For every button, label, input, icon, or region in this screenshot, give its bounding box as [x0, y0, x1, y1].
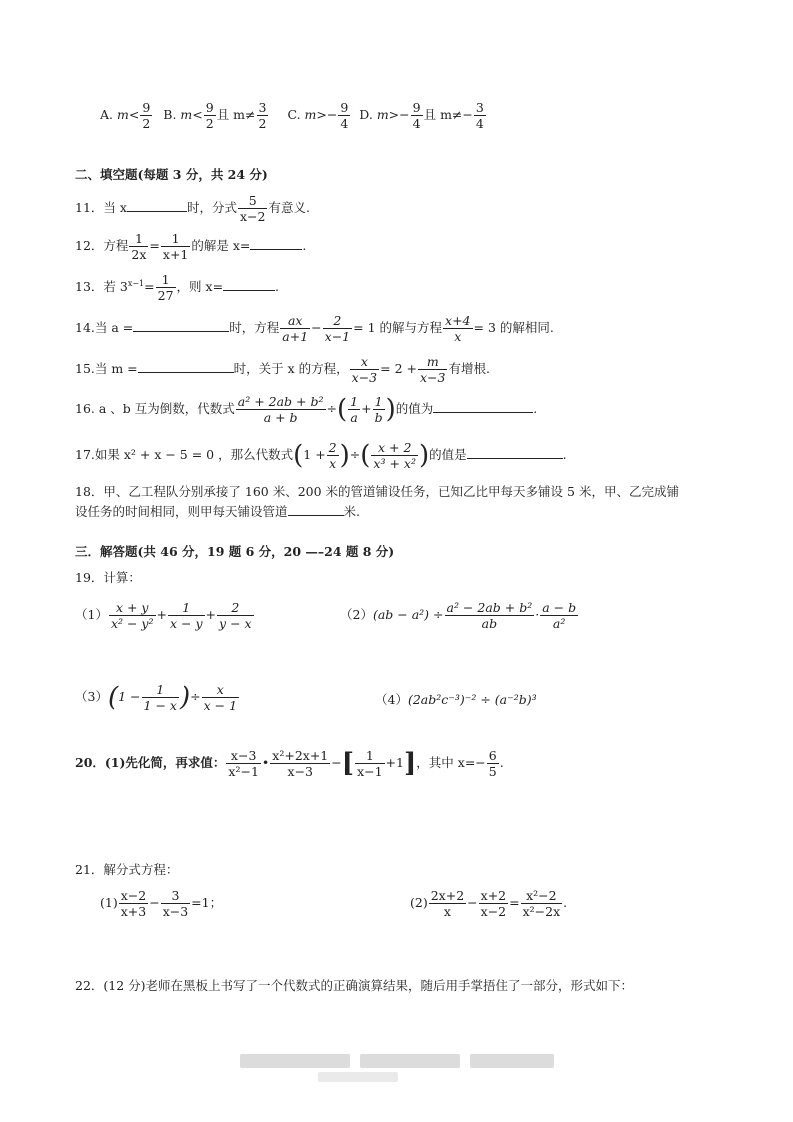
answer-blank[interactable] — [127, 210, 187, 212]
fraction: $\frac{3}{x-3}$ — [162, 888, 189, 919]
answer-blank[interactable] — [288, 514, 344, 516]
question-20: 20．(1)先化简，再求值： $\frac{x-3}{\text{x²−1}}$ • $\frac{\text{x²+2x+1}}{x-3}$ −[ $\frac{1}{x-1}$ +1]，其中 x=− $\frac{6}{5}$ . — [75, 748, 504, 779]
fraction: $\frac{1}{a}$ — [350, 394, 359, 425]
fraction: $\frac{2}{x}$ — [328, 440, 337, 471]
fraction: $\frac{9}{2}$ — [142, 100, 151, 131]
q10-options — [100, 100, 487, 131]
question-17: 17.如果 x² + x − 5 = 0 ，那么代数式(1 + $\frac{2}{x}$ )÷( $\frac{x + 2}{\text{x³ + x²}}$ )的值是 . — [75, 440, 567, 471]
fraction: $\frac{\text{a² + 2ab + b²}}{a + b}$ — [237, 394, 324, 425]
q21-part-2: (2) $\frac{2x+2}{x}$ − $\frac{x+2}{x-2}$ = $\frac{\text{x²−2}}{\text{x²−2x}}$ . — [410, 888, 568, 919]
question-21-title: 21．解分式方程： — [75, 862, 179, 877]
question-18-line2: 设任务的时间相同，则甲每天铺设管道 米. — [75, 504, 360, 519]
fraction: $\frac{1}{b}$ — [374, 394, 383, 425]
answer-blank[interactable] — [467, 457, 563, 459]
fraction: $\frac{1}{x-1}$ — [357, 748, 383, 779]
fraction: $\frac{1}{1 - x}$ — [143, 682, 177, 713]
fraction: $\frac{9}{2}$ — [205, 100, 214, 131]
q19-part-2: （2）(ab − a²) ÷ $\frac{\text{a² − 2ab + b²}}{ab}$ · $\frac{a - b}{\text{a²}}$ — [340, 600, 577, 631]
fraction: $\frac{x + 2}{\text{x³ + x²}}$ — [373, 440, 416, 471]
question-19-title: 19．计算： — [75, 570, 141, 585]
question-18-line1: 18．甲、乙工程队分别承接了 160 米、200 米的管道铺设任务，已知乙比甲每天多铺设 5 米，甲、乙完成铺 — [75, 484, 679, 499]
q19-part-1: （1） $\frac{x + y}{\text{x² − y²}}$ + $\frac{1}{x - y}$ + $\frac{2}{y - x}$ — [75, 600, 252, 631]
fraction: $\frac{x}{x - 1}$ — [203, 682, 238, 713]
q10-option-b: B. m< $\frac{9}{2}$ 且 m≠ $\frac{3}{2}$ — [163, 100, 267, 131]
fraction: $\frac{2x+2}{x}$ — [430, 888, 465, 919]
q21-part-1: (1) $\frac{x-2}{x+3}$ − $\frac{3}{x-3}$ =1； — [100, 888, 223, 919]
fraction: $\frac{\text{a² − 2ab + b²}}{ab}$ — [446, 600, 533, 631]
fraction: $\frac{6}{5}$ — [488, 748, 497, 779]
fraction: $\frac{9}{4}$ — [340, 100, 349, 131]
section2-heading: 二、填空题(每题 3 分，共 24 分) — [75, 167, 268, 182]
fraction: $\frac{a - b}{\text{a²}}$ — [542, 600, 577, 631]
fraction: $\frac{\text{x²+2x+1}}{x-3}$ — [272, 748, 329, 779]
fraction: $\frac{9}{4}$ — [412, 100, 421, 131]
fraction: $\frac{2}{y - x}$ — [219, 600, 252, 631]
fraction: $\frac{x+2}{x-2}$ — [480, 888, 507, 919]
fraction: $\frac{5}{x-2}$ — [239, 193, 266, 224]
answer-blank[interactable] — [138, 371, 234, 373]
fraction: $\frac{3}{4}$ — [475, 100, 484, 131]
fraction: $\frac{x-3}{\text{x²−1}}$ — [228, 748, 259, 779]
question-14: 14.当 a = 时，方程 $\frac{ax}{a+1}$ − $\frac{2}{x-1}$ = 1 的解与方程 $\frac{x+4}{x}$ = 3 的解相同. — [75, 313, 554, 344]
fraction: $\frac{x+4}{x}$ — [445, 313, 471, 344]
fraction: $\frac{x-2}{x+3}$ — [120, 888, 147, 919]
section3-heading: 三．解答题(共 46 分，19 题 6 分，20 —–24 题 8 分) — [75, 544, 395, 559]
fraction: $\frac{1}{x+1}$ — [162, 231, 189, 262]
fraction: $\frac{x + y}{\text{x² − y²}}$ — [110, 600, 154, 631]
q10-option-c: C. m>− $\frac{9}{4}$ — [287, 100, 349, 131]
q19-part-3: （3）(1 − $\frac{1}{1 - x}$ )÷ $\frac{x}{x - 1}$ — [75, 682, 238, 713]
q10-option-a: A. m< $\frac{9}{2}$ — [100, 100, 151, 131]
fraction: $\frac{m}{x-3}$ — [420, 354, 446, 385]
fraction: $\frac{x}{x-3}$ — [351, 354, 378, 385]
q19-part-4: （4）(2ab²c⁻³)⁻² ÷ (a⁻²b)³ — [375, 692, 537, 707]
fraction: $\frac{\text{x²−2}}{\text{x²−2x}}$ — [522, 888, 561, 919]
question-12: 12．方程 $\frac{1}{2x}$ = $\frac{1}{x+1}$ 的解是 x= . — [75, 231, 307, 262]
question-16: 16. a 、b 互为倒数，代数式 $\frac{\text{a² + 2ab + b²}}{a + b}$ ÷( $\frac{1}{a}$ + $\frac{1}{b}$ )的值为 . — [75, 394, 538, 425]
answer-blank[interactable] — [223, 289, 275, 291]
answer-blank[interactable] — [433, 411, 533, 413]
question-11: 11．当 x 时，分式 $\frac{5}{x-2}$ 有意义. — [75, 193, 310, 224]
fraction: $\frac{ax}{a+1}$ — [282, 313, 309, 344]
q10-option-d: D. m>− $\frac{9}{4}$ 且 m≠− $\frac{3}{4}$ — [359, 100, 484, 131]
question-22: 22．(12 分)老师在黑板上书写了一个代数式的正确演算结果，随后用手掌捂住了一部分，形式如下： — [75, 978, 634, 993]
answer-blank[interactable] — [250, 248, 302, 250]
fraction: $\frac{3}{2}$ — [258, 100, 267, 131]
fraction: $\frac{2}{x-1}$ — [324, 313, 351, 344]
fraction: $\frac{1}{2x}$ — [131, 231, 147, 262]
fraction: $\frac{1}{27}$ — [157, 272, 174, 303]
answer-blank[interactable] — [133, 330, 229, 332]
question-13: 13．若 $3^{x-1}=$ $\frac{1}{27}$ ，则 x= . — [75, 272, 280, 303]
question-15: 15.当 m = 时，关于 x 的方程， $\frac{x}{x-3}$ = 2 + $\frac{m}{x-3}$ 有增根. — [75, 354, 490, 385]
fraction: $\frac{1}{x - y}$ — [170, 600, 203, 631]
